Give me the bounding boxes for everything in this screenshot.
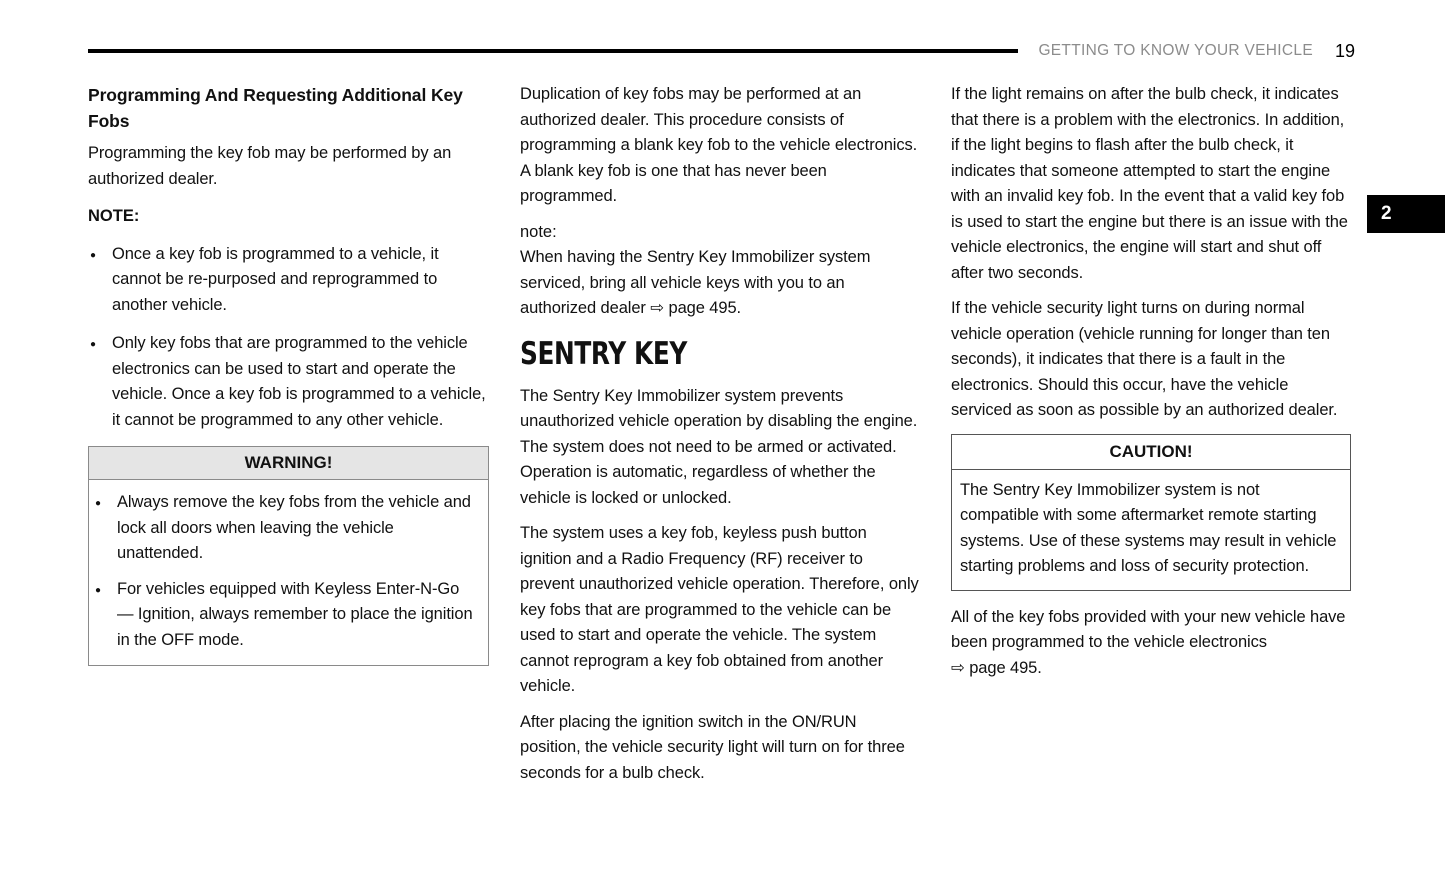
page-reference: ⇨ page 495. bbox=[951, 658, 1042, 677]
section-heading-sentry-key: SENTRY KEY bbox=[520, 335, 687, 372]
column-3 bbox=[951, 82, 1351, 796]
page-number: 19 bbox=[1334, 40, 1355, 61]
paragraph: The Sentry Key Immobilizer system prevents unauthorized vehicle operation by disabling the engine. The system does not need to be armed or activated. Operation is automatic, regardless of whether the vehicle is locked or unlocked. bbox=[520, 386, 918, 507]
list-item: ● Only key fobs that are programmed to the vehicle electronics can be used to start and operate the vehicle. Once a key fob is programmed to a vehicle, it cannot be programmed to any other vehicle. bbox=[88, 331, 489, 433]
list-item: ● For vehicles equipped with Keyless Enter-N-Go — Ignition, always remember to place the ignition in the OFF mode. bbox=[93, 577, 480, 654]
paragraph: The system uses a key fob, keyless push button ignition and a Radio Frequency (RF) receiver to prevent unauthorized vehicle operation. Therefore, only key fobs that are programmed to the vehicle can be used to start and operate the vehicle. The system cannot reprogram a key fob obtained from another vehicle. bbox=[520, 524, 919, 695]
note-paragraph bbox=[520, 245, 920, 322]
list-item: ● Always remove the key fobs from the vehicle and lock all doors when leaving the vehicle unattended. bbox=[93, 490, 480, 567]
paragraph: After placing the ignition switch in the ON/RUN position, the vehicle security light will turn on for three seconds for a bulb check. bbox=[520, 712, 905, 782]
running-section-title: GETTING TO KNOW YOUR VEHICLE bbox=[1038, 42, 1313, 59]
note-label: NOTE: bbox=[88, 207, 140, 225]
content-columns bbox=[88, 82, 1351, 796]
warning-body bbox=[89, 480, 488, 665]
warning-title: WARNING! bbox=[89, 447, 488, 480]
paragraph: Duplication of key fobs may be performed at an authorized dealer. This procedure consists of programming a blank key fob to the vehicle electronics. A blank key fob is one that has never been programmed. bbox=[520, 85, 918, 205]
note-text: When having the Sentry Key Immobilizer system serviced, bring all vehicle keys with you to an authorized dealer bbox=[520, 248, 871, 317]
note-bullet-list bbox=[88, 242, 489, 434]
paragraph: If the light remains on after the bulb check, it indicates that there is a problem with the electronics. In addition, if the light begins to flash after the bulb check, it indicates that someone attempted to start the engine with an invalid key fob. In the event that a valid key fob is used to start the engine but there is an issue with the vehicle electronics, the engine will start and shut off after two seconds. bbox=[951, 85, 1348, 282]
section-heading-key-fobs: Programming And Requesting Additional Key Fobs bbox=[88, 85, 463, 131]
header-rule bbox=[88, 49, 1018, 53]
page-reference: ⇨ page 495. bbox=[650, 299, 742, 317]
list-item: ● Once a key fob is programmed to a vehicle, it cannot be re-purposed and reprogrammed to another vehicle. bbox=[88, 242, 489, 319]
warning-box bbox=[88, 446, 489, 666]
caution-box bbox=[951, 434, 1351, 591]
closing-paragraph bbox=[951, 605, 1351, 682]
chapter-tab: 2 bbox=[1367, 195, 1445, 233]
column-1 bbox=[88, 82, 489, 796]
paragraph: If the vehicle security light turns on during normal vehicle operation (vehicle running for longer than ten seconds), it indicates that there is a fault in the electronics. Should this occur, have the vehicle serviced as soon as possible by an authorized dealer. bbox=[951, 299, 1338, 419]
warning-bullet-list bbox=[93, 490, 480, 653]
column-2 bbox=[520, 82, 920, 796]
caution-title: CAUTION! bbox=[952, 435, 1350, 470]
paragraph: Programming the key fob may be performed by an authorized dealer. bbox=[88, 144, 452, 188]
note-label: note: bbox=[520, 222, 557, 241]
closing-text: All of the key fobs provided with your new vehicle have been programmed to the vehicle electronics bbox=[951, 607, 1346, 651]
page-header bbox=[88, 40, 1355, 62]
caution-body: The Sentry Key Immobilizer system is not compatible with some aftermarket remote starting systems. Use of these systems may result in vehicle starting problems and loss of security protection. bbox=[960, 480, 1337, 575]
